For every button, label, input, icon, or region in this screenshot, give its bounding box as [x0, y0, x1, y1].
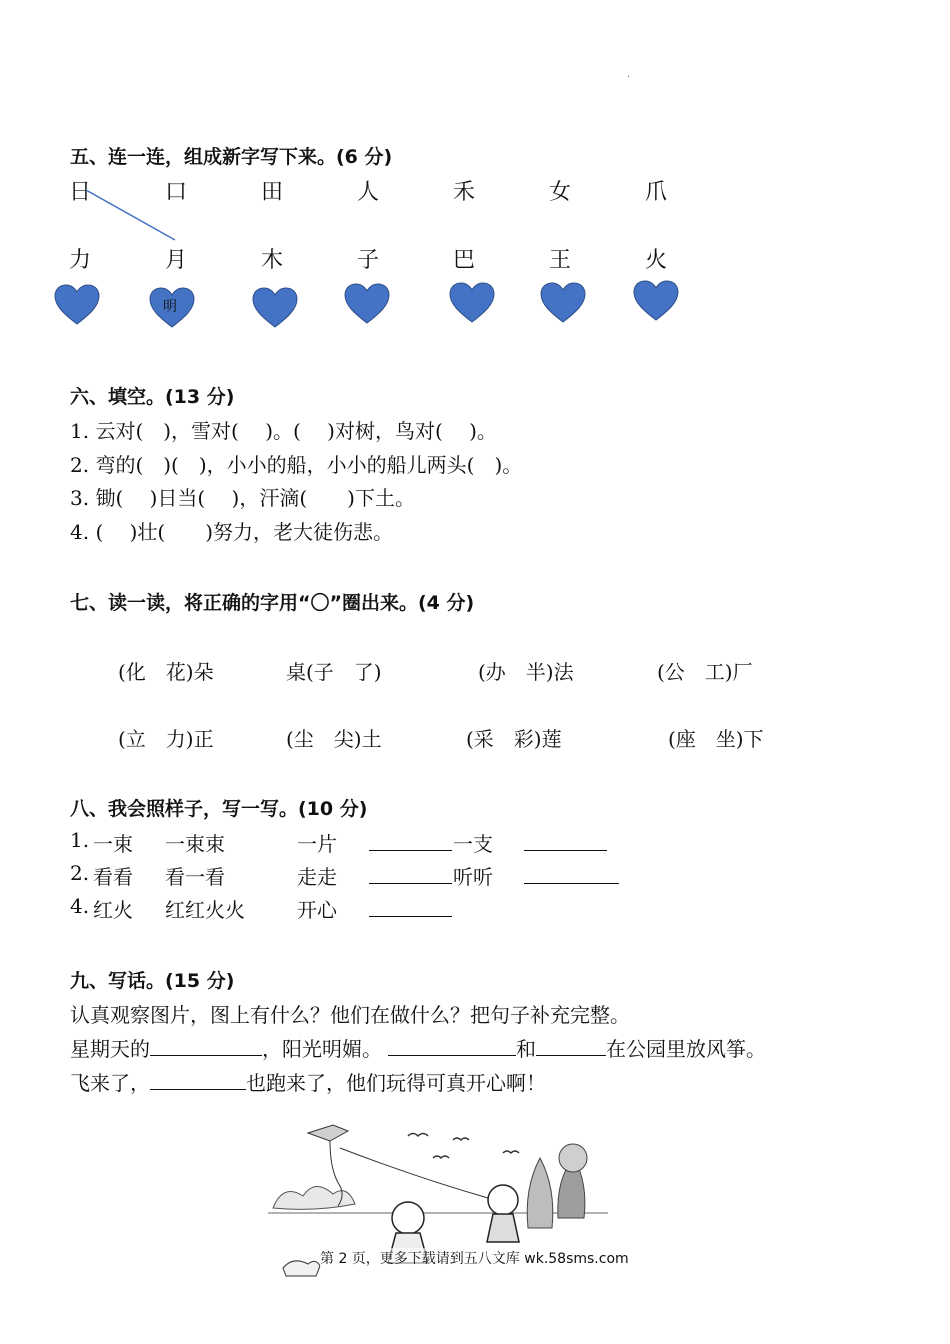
- answer-heart-3[interactable]: [252, 287, 298, 329]
- boy-body: [487, 1214, 519, 1242]
- section5-title: 五、连一连，组成新字写下来。(6 分): [70, 146, 393, 168]
- fill-line-4: 4. ( )壮( )努力，老大徒伤悲。: [70, 520, 394, 544]
- choice-6[interactable]: (尘 尖)土: [286, 727, 382, 751]
- tree-crown: [559, 1144, 587, 1172]
- example-row-2-d: 听听: [453, 865, 493, 889]
- top-char-6[interactable]: 女: [548, 180, 571, 205]
- section9-title: 九、写话。(15 分): [70, 970, 235, 992]
- sentence-1-part-c: 和: [516, 1037, 536, 1061]
- example-row-1-b: 一束束: [165, 832, 225, 856]
- example-row-3-b: 红红火火: [165, 898, 245, 922]
- heart-shape: [253, 288, 297, 327]
- sentence-1-part-b: ，阳光明媚。: [262, 1037, 382, 1061]
- answer-heart-1[interactable]: [54, 284, 100, 326]
- sentence-1: [70, 1033, 766, 1062]
- example-row-1-d: 一支: [453, 832, 493, 856]
- example-row-1-num: 1.: [70, 828, 90, 852]
- choice-2[interactable]: 桌(子 了): [286, 660, 382, 684]
- girl-head: [392, 1202, 424, 1234]
- bottom-char-3[interactable]: 木: [260, 248, 283, 273]
- answer-heart-6[interactable]: [540, 282, 586, 324]
- example-row-1-c: 一片: [297, 832, 337, 856]
- sentence-blank-1[interactable]: [150, 1035, 262, 1056]
- section7-title: 七、读一读，将正确的字用“〇”圈出来。(4 分): [70, 592, 475, 614]
- choice-7[interactable]: (采 彩)莲: [466, 727, 562, 751]
- top-char-3[interactable]: 田: [260, 180, 283, 205]
- fill-line-1: 1. 云对( )，雪对( )。( )对树，鸟对( )。: [70, 419, 497, 443]
- page-dot: ·: [627, 72, 631, 83]
- example-row-1-a: 一束: [93, 832, 133, 856]
- answer-heart-5[interactable]: [449, 282, 495, 324]
- bottom-char-7[interactable]: 火: [644, 248, 667, 273]
- dog: [283, 1261, 320, 1276]
- connecting-line: [0, 0, 950, 300]
- answer-blank-1[interactable]: [369, 830, 452, 851]
- heart-shape: [450, 283, 494, 322]
- bottom-char-4[interactable]: 子: [356, 248, 379, 273]
- choice-8[interactable]: (座 坐)下: [668, 727, 764, 751]
- choice-1[interactable]: (化 花)朵: [118, 660, 214, 684]
- heart-shape: [634, 281, 678, 320]
- writing-prompt: 认真观察图片，图上有什么？他们在做什么？把句子补充完整。: [70, 1003, 630, 1027]
- sentence-2-part-a: 飞来了，: [70, 1071, 150, 1095]
- example-row-2-a: 看看: [93, 865, 133, 889]
- heart-shape: [345, 284, 389, 323]
- sentence-blank-2[interactable]: [388, 1035, 516, 1056]
- answer-heart-4[interactable]: [344, 283, 390, 325]
- example-row-2-b: 看一看: [165, 865, 225, 889]
- answer-blank-3[interactable]: [369, 863, 452, 884]
- section8-title: 八、我会照样子，写一写。(10 分): [70, 798, 368, 820]
- bottom-char-6[interactable]: 王: [548, 248, 571, 273]
- answer-blank-2[interactable]: [524, 830, 607, 851]
- example-row-3-c: 开心: [297, 898, 337, 922]
- bottom-char-2[interactable]: 月: [164, 248, 187, 273]
- heart-shape: [55, 285, 99, 324]
- section6-title: 六、填空。(13 分): [70, 386, 235, 408]
- page-footer: 第 2 页，更多下载请到五八文库 wk.58sms.com: [320, 1248, 629, 1268]
- top-char-5[interactable]: 禾: [452, 180, 475, 205]
- sentence-1-part-d: 在公园里放风筝。: [606, 1037, 766, 1061]
- sentence-1-part-a: 星期天的: [70, 1037, 150, 1061]
- example-answer-text: 明: [163, 299, 177, 315]
- choice-3[interactable]: (办 半)法: [478, 660, 574, 684]
- fill-line-2: 2. 弯的( )( )，小小的船，小小的船儿两头( )。: [70, 453, 523, 477]
- sentence-2: [70, 1067, 546, 1096]
- answer-heart-7[interactable]: [633, 280, 679, 322]
- top-char-1[interactable]: 日: [68, 180, 91, 205]
- example-row-3-a: 红火: [93, 898, 133, 922]
- example-row-2-c: 走走: [297, 865, 337, 889]
- top-char-2[interactable]: 口: [164, 180, 187, 205]
- top-char-7[interactable]: 爪: [644, 180, 667, 205]
- bottom-char-5[interactable]: 巴: [452, 248, 475, 273]
- choice-4[interactable]: (公 工)厂: [657, 660, 753, 684]
- answer-blank-5[interactable]: [369, 896, 452, 917]
- sentence-blank-4[interactable]: [150, 1069, 246, 1090]
- heart-shape: [541, 283, 585, 322]
- fill-line-3: 3. 锄( )日当( )，汗滴( )下土。: [70, 486, 415, 510]
- sentence-2-part-b: 也跑来了，他们玩得可真开心啊！: [246, 1071, 546, 1095]
- choice-5[interactable]: (立 力)正: [118, 727, 214, 751]
- sentence-blank-3[interactable]: [536, 1035, 606, 1056]
- top-char-4[interactable]: 人: [356, 180, 379, 205]
- answer-blank-4[interactable]: [524, 863, 619, 884]
- example-row-2-num: 2.: [70, 861, 90, 885]
- boy-head: [488, 1185, 518, 1215]
- example-row-3-num: 4.: [70, 894, 90, 918]
- bottom-char-1[interactable]: 力: [68, 248, 91, 273]
